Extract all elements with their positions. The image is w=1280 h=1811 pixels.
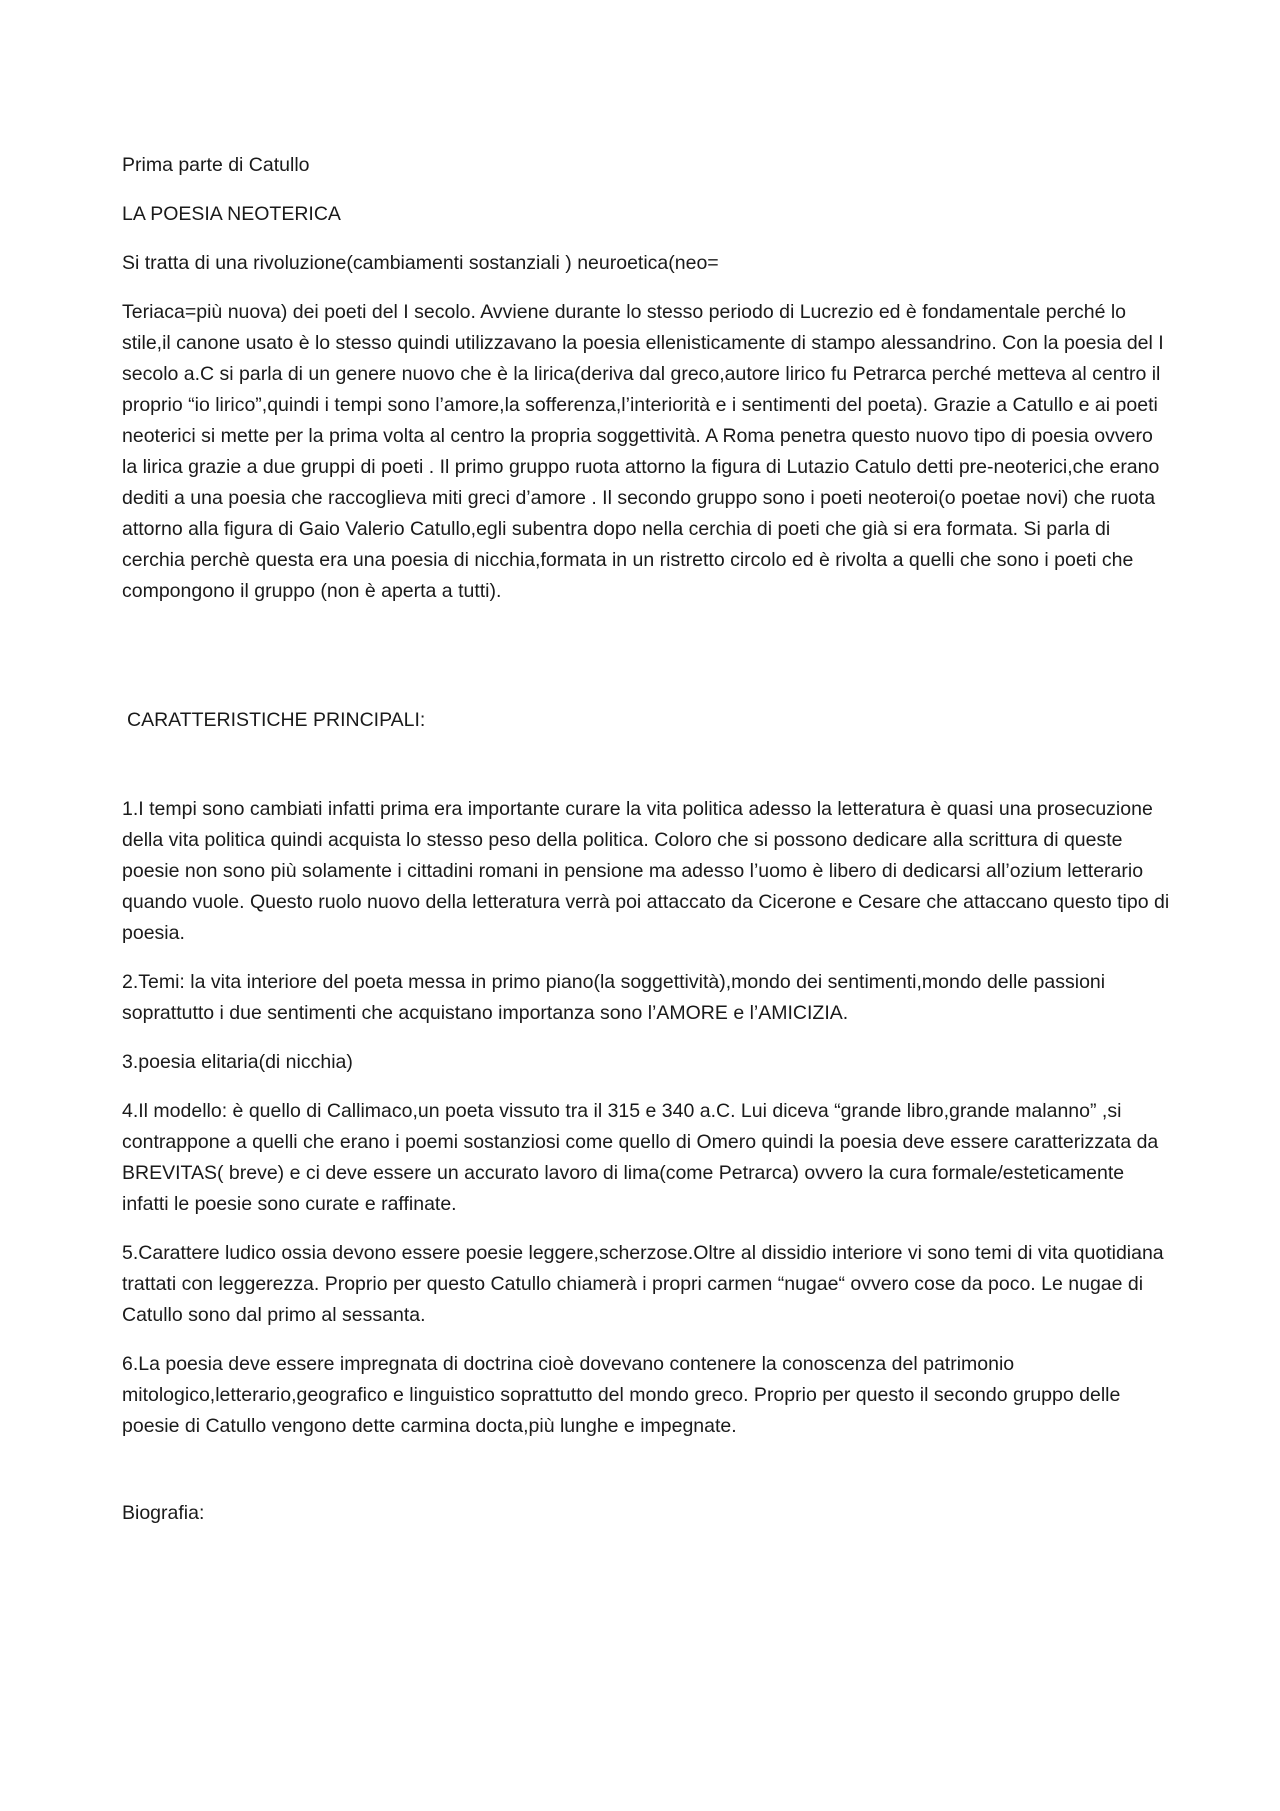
point-2: 2.Temi: la vita interiore del poeta messa in primo piano(la soggettività),mondo dei sentimenti,mondo delle passioni soprattutto i due sentimenti che acquistano importanza sono l’AMORE e l’AMICIZIA. — [122, 971, 1106, 1024]
point-5: 5.Carattere ludico ossia devono essere poesie leggere,scherzose.Oltre al dissidio interiore vi sono temi di vita quotidiana trattati con leggerezza. Proprio per questo Catullo chiamerà i propri carmen “nugae“ ovvero cose da poco. Le nugae di Catullo sono dal primo al sessanta. — [122, 1242, 1164, 1326]
section-heading-caratteristiche: CARATTERISTICHE PRINCIPALI: — [127, 709, 426, 731]
point-1: 1.I tempi sono cambiati infatti prima era importante curare la vita politica adesso la letteratura è quasi una prosecuzione della vita politica quindi acquista lo stesso peso della politica. Coloro che si possono dedicare alla scrittura di queste poesie non sono più solamente i cittadini romani in pensione ma adesso l’uomo è libero di dedicarsi all’ozium letterario quando vuole. Questo ruolo nuovo della letteratura verrà poi attaccato da Cicerone e Cesare che attaccano questo tipo di poesia. — [122, 798, 1170, 944]
section-heading-neoterica: LA POESIA NEOTERICA — [122, 203, 341, 225]
document-page — [122, 150, 1172, 1529]
intro-line: Si tratta di una rivoluzione(cambiamenti sostanziali ) neuroetica(neo= — [122, 252, 719, 274]
point-3: 3.poesia elitaria(di nicchia) — [122, 1051, 353, 1073]
intro-paragraph: Teriaca=più nuova) dei poeti del I secolo. Avviene durante lo stesso periodo di Lucrezio ed è fondamentale perché lo stile,il canone usato è lo stesso quindi utilizzavano la poesia ellenisticamente di stampo alessandrino. Con la poesia del I secolo a.C si parla di un genere nuovo che è la lirica(deriva dal greco,autore lirico fu Petrarca perché metteva al centro il proprio “io lirico”,quindi i tempi sono l’amore,la sofferenza,l’interiorità e i sentimenti del poeta). Grazie a Catullo e ai poeti neoterici si mette per la prima volta al centro la propria soggettività. A Roma penetra questo nuovo tipo di poesia ovvero la lirica grazie a due gruppi di poeti . Il primo gruppo ruota attorno la figura di Lutazio Catulo detti pre-neoterici,che erano dediti a una poesia che raccoglieva miti greci d’amore . Il secondo gruppo sono i poeti neoteroi(o poetae novi) che ruota attorno alla figura di Gaio Valerio Catullo,egli subentra dopo nella cerchia di poeti che già si era formata. Si parla di cerchia perchè questa era una poesia di nicchia,formata in un ristretto circolo ed è rivolta a quelli che sono i poeti che compongono il gruppo (non è aperta a tutti). — [122, 301, 1164, 602]
point-4: 4.Il modello: è quello di Callimaco,un poeta vissuto tra il 315 e 340 a.C. Lui diceva “grande libro,grande malanno” ,si contrappone a quelli che erano i poemi sostanziosi come quello di Omero quindi la poesia deve essere caratterizzata da BREVITAS( breve) e ci deve essere un accurato lavoro di lima(come Petrarca) ovvero la cura formale/esteticamente infatti le poesie sono curate e raffinate. — [122, 1100, 1159, 1215]
biography-heading: Biografia: — [122, 1502, 205, 1524]
point-6: 6.La poesia deve essere impregnata di doctrina cioè dovevano contenere la conoscenza del patrimonio mitologico,letterario,geografico e linguistico soprattutto del mondo greco. Proprio per questo il secondo gruppo delle poesie di Catullo vengono dette carmina docta,più lunghe e impegnate. — [122, 1353, 1121, 1437]
document-title: Prima parte di Catullo — [122, 154, 310, 176]
